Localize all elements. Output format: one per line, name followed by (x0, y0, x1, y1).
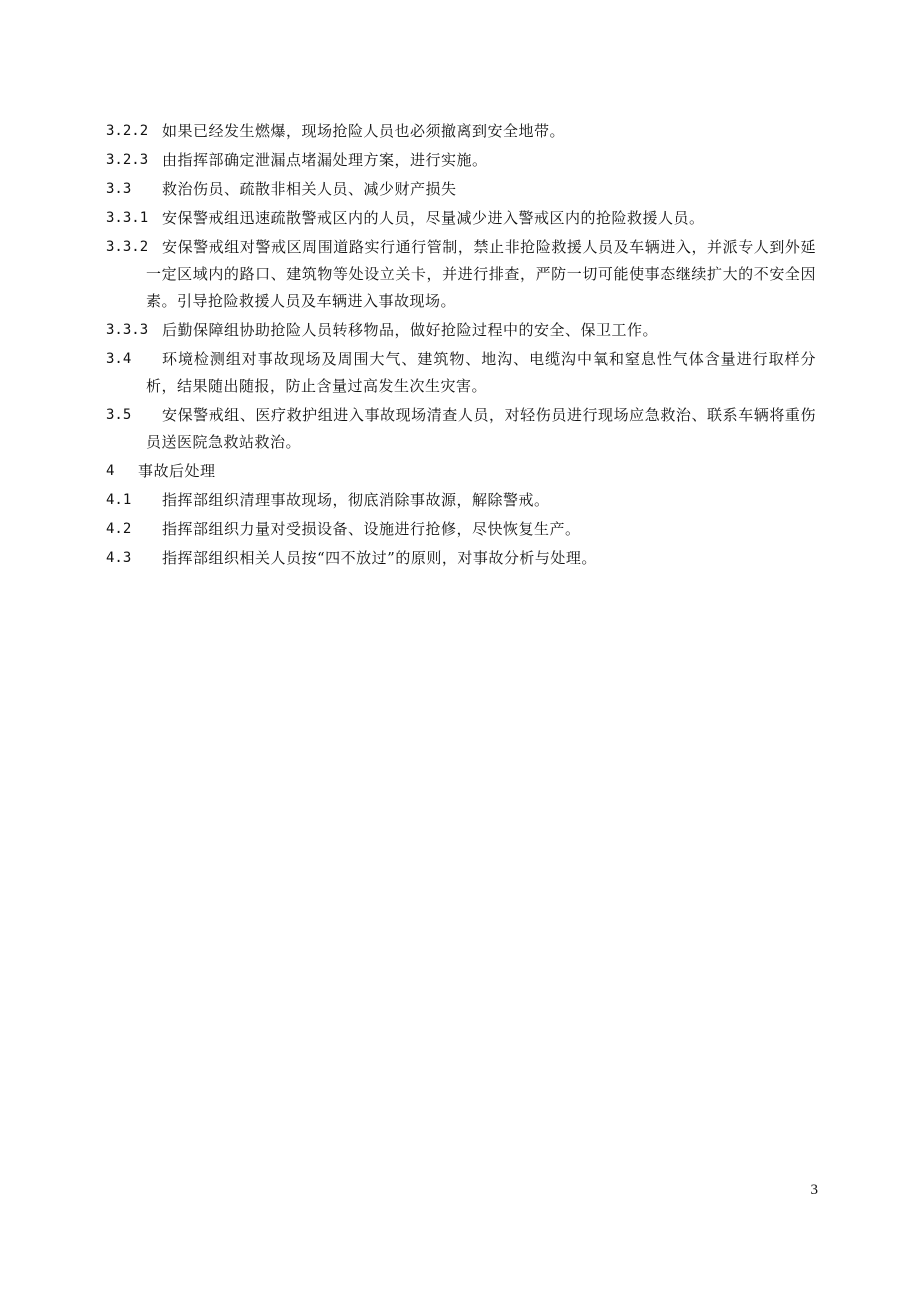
clause-3-3-1 (106, 205, 816, 232)
clause-text: 指挥部组织清理事故现场，彻底消除事故源，解除警戒。 (162, 491, 550, 509)
clause-text: 安保警戒组对警戒区周围道路实行通行管制，禁止非抢险救援人员及车辆进入，并派专人到外延一定区域内的路口、建筑物等处设立关卡，并进行排查，严防一切可能使事态继续扩大的不安全因素。引导抢险救援人员及车辆进入事故现场。 (146, 238, 816, 310)
clause-number: 4.1 (106, 492, 132, 508)
clause-text: 救治伤员、疏散非相关人员、减少财产损失 (162, 180, 457, 198)
document-body (106, 118, 816, 574)
clause-4-1 (106, 487, 816, 514)
clause-3-2-2 (106, 118, 816, 145)
clause-3-4 (106, 346, 816, 400)
clause-text: 事故后处理 (138, 462, 216, 480)
clause-4-2 (106, 516, 816, 543)
clause-3-5 (106, 402, 816, 456)
clause-4-3 (106, 545, 816, 572)
clause-text: 由指挥部确定泄漏点堵漏处理方案，进行实施。 (162, 151, 488, 169)
clause-number: 3.3.3 (106, 322, 149, 338)
clause-3-2-3 (106, 147, 816, 174)
page-number: 3 (810, 1182, 818, 1198)
clause-text: 安保警戒组、医疗救护组进入事故现场清查人员，对轻伤员进行现场应急救治、联系车辆将重伤员送医院急救站救治。 (146, 406, 816, 451)
clause-number: 4.2 (106, 521, 132, 537)
clause-text: 指挥部组织力量对受损设备、设施进行抢修，尽快恢复生产。 (162, 520, 581, 538)
clause-text: 如果已经发生燃爆，现场抢险人员也必须撤离到安全地带。 (162, 122, 566, 140)
clause-text: 安保警戒组迅速疏散警戒区内的人员，尽量减少进入警戒区内的抢险救援人员。 (162, 209, 705, 227)
clause-text: 环境检测组对事故现场及周围大气、建筑物、地沟、电缆沟中氧和窒息性气体含量进行取样分析，结果随出随报，防止含量过高发生次生灾害。 (146, 350, 816, 395)
clause-number: 3.3.2 (106, 239, 149, 255)
clause-number: 3.3.1 (106, 210, 149, 226)
clause-3-3-2 (106, 234, 816, 315)
section-4 (106, 458, 816, 485)
clause-3-3 (106, 176, 816, 203)
clause-number: 3.2.3 (106, 152, 149, 168)
clause-number: 4.3 (106, 550, 132, 566)
clause-number: 3.4 (106, 351, 132, 367)
clause-number: 3.3 (106, 181, 132, 197)
clause-text: 后勤保障组协助抢险人员转移物品，做好抢险过程中的安全、保卫工作。 (162, 321, 659, 339)
clause-3-3-3 (106, 317, 816, 344)
clause-text: 指挥部组织相关人员按“四不放过”的原则，对事故分析与处理。 (162, 549, 597, 567)
clause-number: 3.2.2 (106, 123, 149, 139)
clause-number: 4 (106, 463, 115, 479)
clause-number: 3.5 (106, 407, 132, 423)
